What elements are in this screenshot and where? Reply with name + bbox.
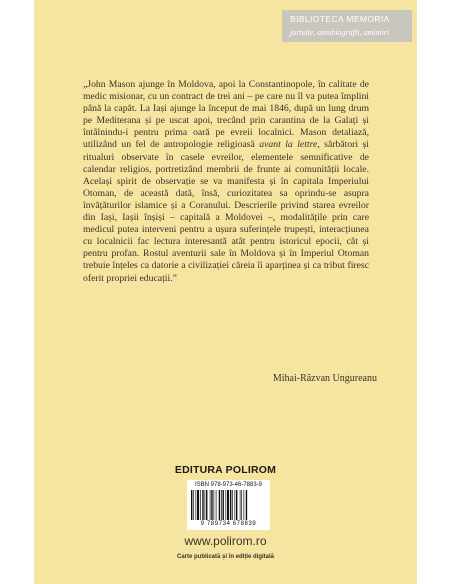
barcode-bar <box>226 490 227 520</box>
series-title: BIBLIOTECA MEMORIA <box>290 14 390 24</box>
isbn-label: ISBN 978-973-46-7883-9 <box>194 482 263 488</box>
barcode-digits: 9 789734 678839 <box>200 521 257 527</box>
barcode-bar <box>227 490 229 520</box>
publisher-website: www.polirom.ro <box>184 534 267 548</box>
blurb-author: Mihai-Răzvan Ungureanu <box>272 373 377 384</box>
barcode-bar <box>200 490 201 520</box>
barcode-bar <box>246 490 247 520</box>
blurb-italic-phrase: avant la lettre <box>259 139 318 151</box>
barcode-bar <box>214 490 215 520</box>
blurb-part-2: , sărbători și ritualuri observate în casele evreilor, elementele semnificative de calendar religios, portretizând membrii de frunte ai comunității locale. Același spirit de observație se va manifesta și în capitala Imperiului Otoman, de această dată, însă, curiozitatea sa oprindu-se asupra învățăturilor islamice și a Coranului. Descrierile privind starea evreilor din Iași, Iașii înșiși – capitală a Moldovei –, modalitățile prin care medicul putea interveni pentru a ușura suferințele trupești, interacțiunea cu localnicii fac lectura interesantă atât pentru istoricul epocii, cât și pentru profan. Rostul aventurii sale în Moldova și în Imperiul Otoman trebuie înțeles ca datorie a civilizației căreia îi aparținea și ca tribut firesc oferit propriei educații.” <box>83 139 369 284</box>
barcode-bar <box>232 490 233 520</box>
barcode-bar <box>197 490 199 520</box>
blurb-text <box>83 79 369 285</box>
barcode-bar <box>221 490 222 520</box>
barcode-bar <box>196 490 197 520</box>
barcode-bar <box>191 490 192 520</box>
barcode-bar <box>241 490 242 520</box>
barcode-bar <box>193 490 194 520</box>
blurb-part-1: „John Mason ajunge în Moldova, apoi la Constantinopole, în calitate de medic misionar, cu un contract de trei ani – pe care nu îl va putea împlini până la capăt. La Iași ajunge la început de mai 1846, după un lung drum pe Mediterana și pe uscat apoi, trecând prin carantina de la Galați și întâlnindu-i pentru prima oară pe evreii localnici. Mason detaliază, utilizând un fel de antropologie religioasă <box>83 79 369 151</box>
barcode-bar <box>202 490 203 520</box>
digital-edition-note: Carte publicată și în ediție digitală <box>176 554 275 560</box>
barcode-bars <box>191 490 266 520</box>
barcode-bar <box>211 490 212 520</box>
barcode-bar <box>219 490 220 520</box>
barcode-bar <box>205 490 206 520</box>
barcode-bar <box>240 490 241 520</box>
barcode-bar <box>230 490 231 520</box>
barcode-bar <box>206 490 207 520</box>
series-label-box <box>282 10 412 42</box>
publisher-name: EDITURA POLIROM <box>174 464 277 476</box>
isbn-barcode <box>187 480 270 530</box>
barcode-bar <box>210 490 211 520</box>
barcode-bar <box>236 490 237 520</box>
barcode-bar <box>216 490 217 520</box>
series-subtitle: jurnale, autobiografii, amintiri <box>290 28 390 37</box>
barcode-bar <box>244 490 245 520</box>
barcode-bar <box>235 490 236 520</box>
back-cover <box>34 0 417 584</box>
barcode-bar <box>223 490 224 520</box>
